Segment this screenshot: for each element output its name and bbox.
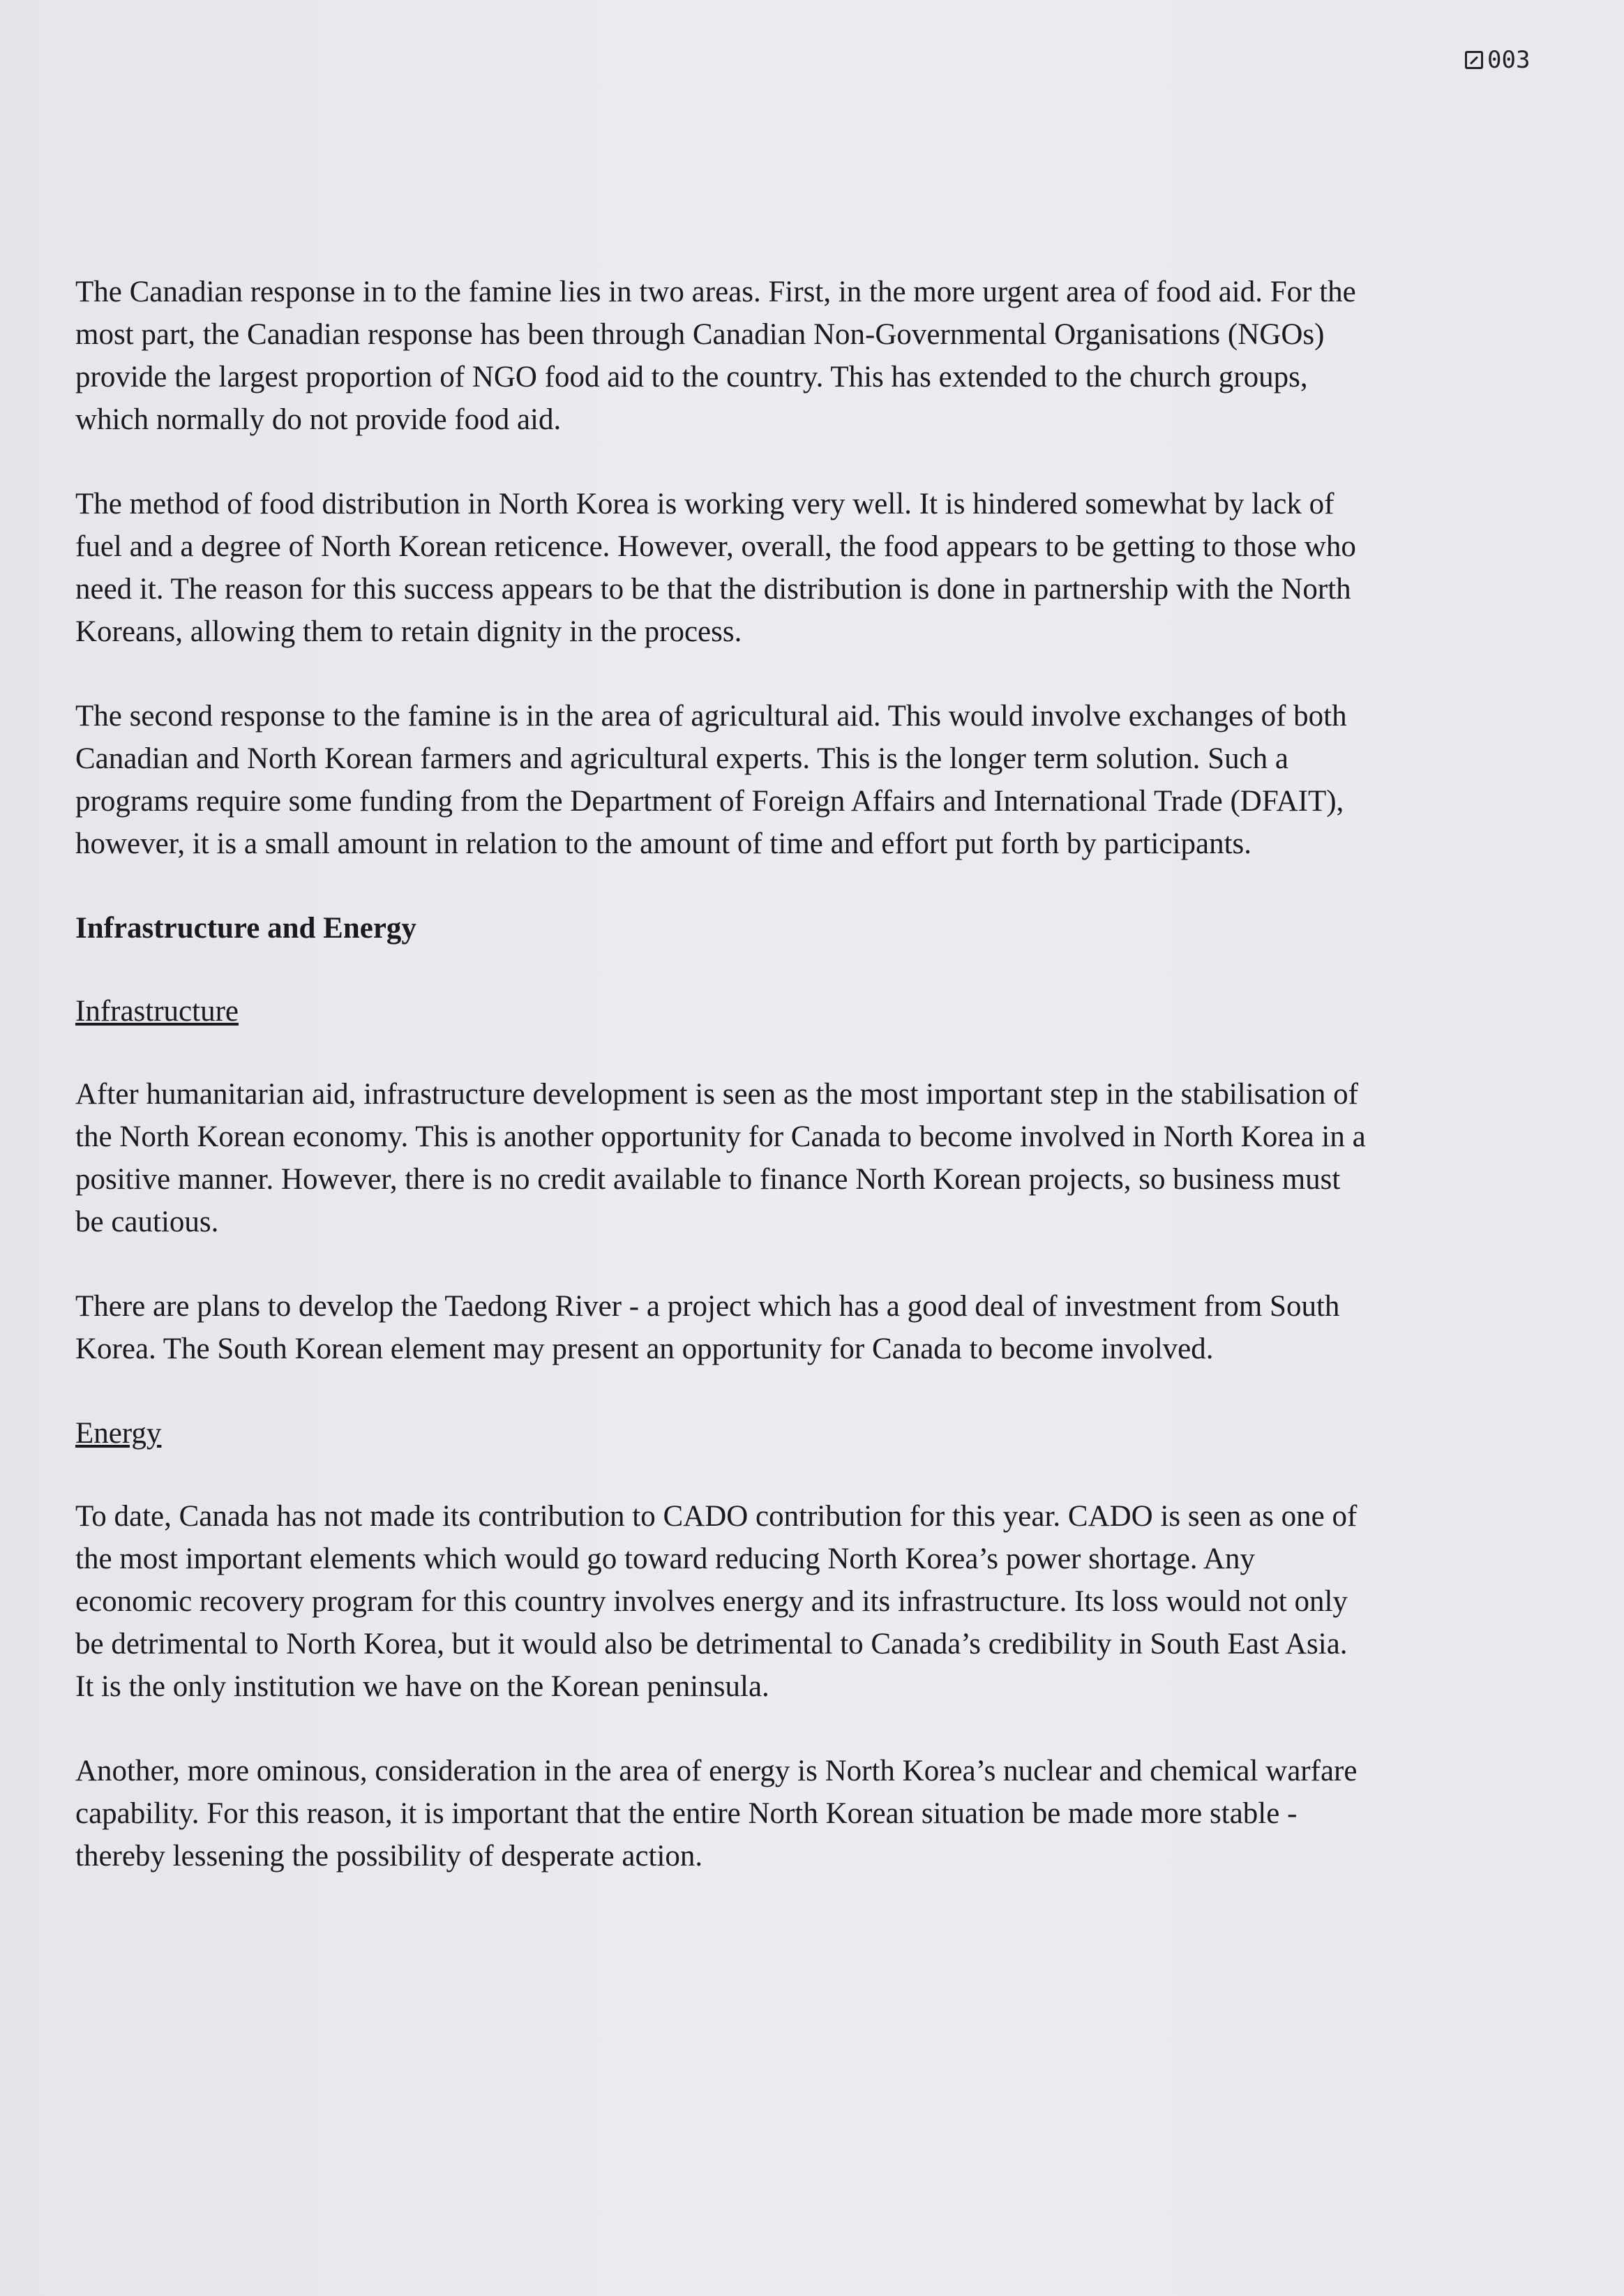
subheading-energy: Energy xyxy=(75,1417,162,1450)
paragraph-infrastructure-development: After humanitarian aid, infrastructure development is seen as the most important step in the stabilisation of the North Korean economy. This is another opportunity for Canada to become involved in North Korea in a positive manner. However, there is no credit available to finance North Korean projects, so business must be cautious. xyxy=(75,1078,1366,1238)
fax-page-icon xyxy=(1465,51,1483,69)
paragraph-cado: To date, Canada has not made its contribution to CADO contribution for this year. CADO is seen as one of the most important elements which would go toward reducing North Korea’s power shortage. Any economic recovery program for this country involves energy and its infrastructure. Its loss would not only be detrimental to North Korea, but it would also be detrimental to Canada’s credibility in South East Asia. It is the only institution we have on the Korean peninsula. xyxy=(75,1500,1358,1703)
document-body xyxy=(75,271,1373,1919)
paragraph-food-distribution: The method of food distribution in North Korea is working very well. It is hindered somewhat by lack of fuel and a degree of North Korean reticence. However, overall, the food appears to be getting to those who need it. The reason for this success appears to be that the distribution is done in partnership with the North Koreans, allowing them to retain dignity in the process. xyxy=(75,488,1356,648)
paragraph-food-aid: The Canadian response in to the famine lies in two areas. First, in the more urgent area of food aid. For the most part, the Canadian response has been through Canadian Non-Governmental Organisations (NGOs) provide the largest proportion of NGO food aid to the country. This has extended to the church groups, which normally do not provide food aid. xyxy=(75,276,1356,436)
paragraph-agricultural-aid: The second response to the famine is in the area of agricultural aid. This would involve exchanges of both Canadian and North Korean farmers and agricultural experts. This is the longer term solution. Such a programs require some funding from the Department of Foreign Affairs and International Trade (DFAIT), however, it is a small amount in relation to the amount of time and effort put forth by participants. xyxy=(75,700,1347,860)
page-number: 003 xyxy=(1487,46,1531,74)
paragraph-nuclear-capability: Another, more ominous, consideration in the area of energy is North Korea’s nuclear and chemical warfare capability. For this reason, it is important that the entire North Korean situation be made more stable - thereby lessening the possibility of desperate action. xyxy=(75,1755,1358,1873)
page-header xyxy=(1465,46,1530,74)
subheading-infrastructure: Infrastructure xyxy=(75,995,239,1028)
section-heading: Infrastructure and Energy xyxy=(75,912,416,945)
paragraph-taedong-river: There are plans to develop the Taedong River - a project which has a good deal of investment from South Korea. The South Korean element may present an opportunity for Canada to become involved. xyxy=(75,1290,1340,1365)
